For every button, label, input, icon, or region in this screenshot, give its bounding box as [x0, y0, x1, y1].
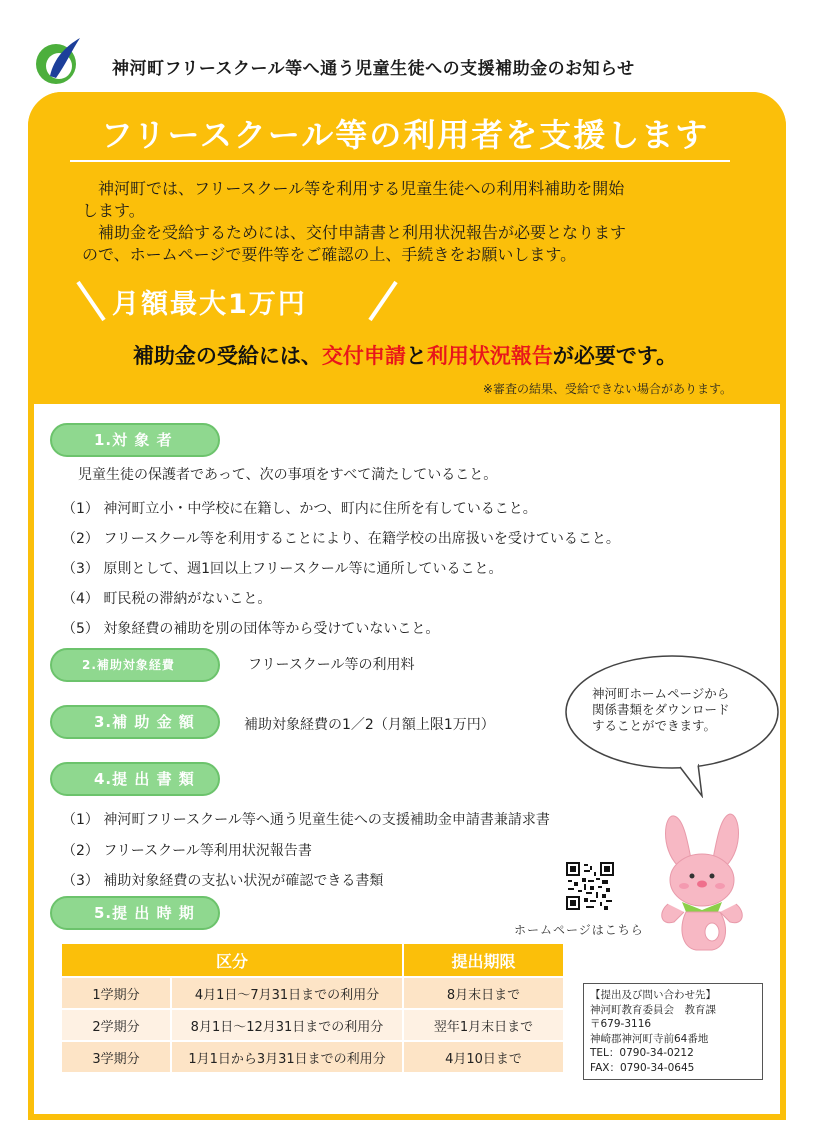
target-item-3: （3） 原則として、週1回以上フリースクール等に通所していること。 [62, 561, 503, 577]
target-item-2: （2） フリースクール等を利用することにより、在籍学校の出席扱いを受けていること。 [62, 531, 620, 547]
slash-right-decoration [362, 278, 402, 324]
slash-left-decoration [72, 278, 112, 324]
target-item-5: （5） 対象経費の補助を別の団体等から受けていないこと。 [62, 621, 440, 637]
town-logo-icon [32, 36, 84, 88]
section-timing-label: 5.提 出 時 期 [50, 896, 220, 930]
contact-fax: FAX：0790-34-0645 [590, 1061, 695, 1074]
document-item-1: （1） 神河町フリースクール等へ通う児童生徒への支援補助金申請書兼請求書 [62, 812, 550, 828]
table-cell-deadline: 8月末日まで [403, 977, 564, 1009]
bubble-line-2: 関係書類をダウンロード [592, 702, 730, 717]
screening-note: ※審査の結果、受給できない場合があります。 [482, 382, 732, 396]
table-cell-deadline: 4月10日まで [403, 1041, 564, 1072]
subsidy-text-post: が必要です。 [552, 344, 678, 368]
section-target-label: 1.対 象 者 [50, 423, 220, 457]
document-item-2: （2） フリースクール等利用状況報告書 [62, 843, 312, 859]
contact-department: 神河町教育委員会 教育課 [590, 1003, 716, 1016]
document-item-3: （3） 補助対象経費の支払い状況が確認できる書類 [62, 873, 384, 889]
contact-box [583, 983, 763, 1080]
subsidy-requirement [40, 340, 770, 370]
table-header-category: 区分 [62, 944, 403, 977]
table-cell-period: 1月1日から3月31日までの利用分 [171, 1041, 403, 1072]
subsidy-highlight-report: 利用状況報告 [426, 344, 553, 368]
contact-heading: 【提出及び問い合わせ先】 [590, 989, 716, 1001]
table-cell-deadline: 翌年1月末日まで [403, 1009, 564, 1041]
section-amount-label: 3.補 助 金 額 [50, 705, 220, 739]
table-cell-period: 4月1日～7月31日までの利用分 [171, 977, 403, 1009]
target-lead: 児童生徒の保護者であって、次の事項をすべて満たしていること。 [78, 467, 498, 483]
section-expense-label: 2.補助対象経費 [50, 648, 220, 682]
monthly-amount: 月額最大1万円 [112, 289, 307, 320]
table-cell-term: 2学期分 [62, 1009, 171, 1041]
table-cell-term: 3学期分 [62, 1041, 171, 1072]
document-title: 神河町フリースクール等へ通う児童生徒への支援補助金のお知らせ [112, 59, 635, 79]
table-header-deadline: 提出期限 [403, 944, 564, 977]
intro-line-4: ので、ホームページで要件等をご確認の上、手続きをお願いします。 [82, 245, 577, 264]
contact-address: 神崎郡神河町寺前64番地 [590, 1032, 709, 1045]
table-row [62, 1041, 564, 1072]
subsidy-text-mid: と [405, 344, 427, 368]
intro-line-2: します。 [82, 201, 145, 220]
table-row [62, 977, 564, 1009]
table-cell-period: 8月1日～12月31日までの利用分 [171, 1009, 403, 1041]
bubble-line-1: 神河町ホームページから [592, 686, 730, 701]
headline: フリースクール等の利用者を支援します [100, 116, 710, 154]
rabbit-mascot-icon [648, 808, 756, 954]
qr-code-icon[interactable] [566, 862, 614, 910]
submission-schedule-table [62, 944, 565, 1072]
intro-line-1: 神河町では、フリースクール等を利用する児童生徒への利用料補助を開始 [82, 179, 625, 198]
intro-line-3: 補助金を受給するためには、交付申請書と利用状況報告が必要となります [82, 223, 627, 242]
monthly-amount-banner [72, 278, 412, 324]
contact-postal-code: 〒679-3116 [590, 1018, 652, 1030]
qr-caption: ホームページはこちら [514, 923, 644, 937]
section-documents-label: 4.提 出 書 類 [50, 762, 220, 796]
contact-phone: TEL：0790-34-0212 [590, 1047, 694, 1059]
bubble-line-3: することができます。 [592, 718, 717, 733]
table-cell-term: 1学期分 [62, 977, 171, 1009]
amount-text: 補助対象経費の1／2（月額上限1万円） [244, 717, 495, 733]
bubble-text [592, 686, 792, 734]
table-row [62, 1009, 564, 1041]
target-item-1: （1） 神河町立小・中学校に在籍し、かつ、町内に住所を有していること。 [62, 501, 537, 517]
headline-divider [70, 160, 730, 162]
subsidy-text-pre: 補助金の受給には、 [132, 344, 322, 368]
subsidy-highlight-application: 交付申請 [321, 344, 406, 368]
expense-text: フリースクール等の利用料 [248, 657, 415, 673]
target-item-4: （4） 町民税の滞納がないこと。 [62, 591, 272, 607]
